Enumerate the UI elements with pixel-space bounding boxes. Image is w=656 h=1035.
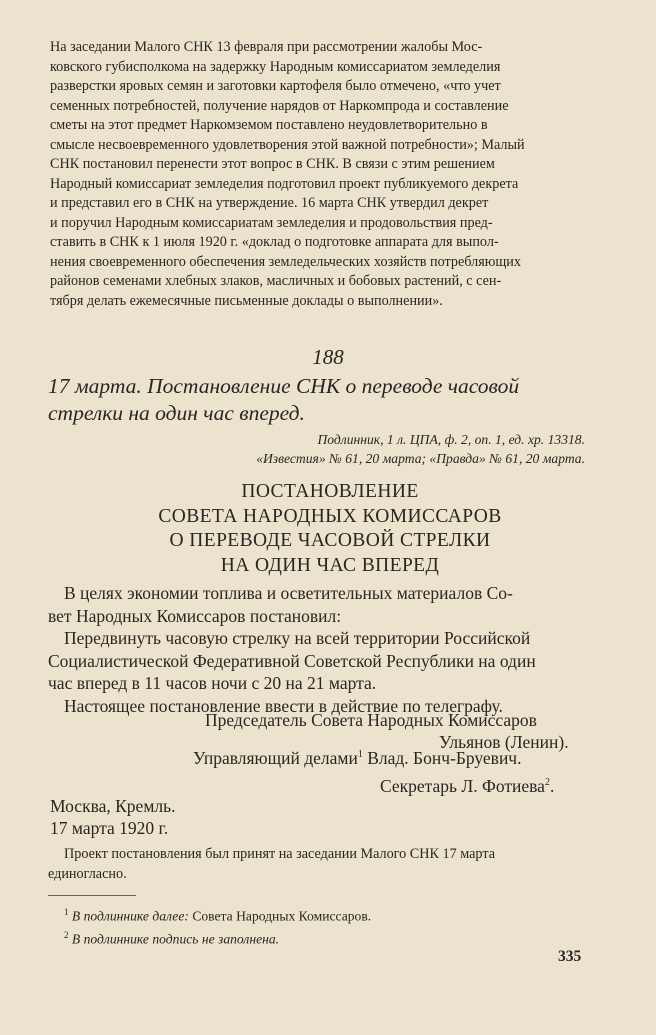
- note-line: Проект постановления был принят на заседании Малого СНК 17 марта: [64, 846, 496, 862]
- decree-heading: [80, 480, 580, 578]
- body-line: В целях экономии топлива и осветительных материалов Со-: [64, 583, 513, 603]
- text-line: семенных потребностей, получение нарядов от Наркомпрода и составление: [50, 97, 509, 114]
- editorial-note: [48, 845, 584, 884]
- secretary-signature: [380, 776, 554, 797]
- footnote-italic: В подлиннике далее:: [71, 908, 189, 924]
- document-date: 17 марта 1920 г.: [50, 818, 169, 838]
- source-line: Подлинник, 1 л. ЦПА, ф. 2, оп. 1, ед. хр. 13318.: [317, 432, 585, 447]
- heading-line: О ПЕРЕВОДЕ ЧАСОВОЙ СТРЕЛКИ: [169, 530, 491, 551]
- chairman-name: Ульянов (Ленин).: [439, 732, 569, 752]
- source-line: «Известия» № 61, 20 марта; «Правда» № 61, 20 марта.: [256, 450, 585, 466]
- page-number: 335: [558, 948, 582, 965]
- footnote-mark: 2: [64, 929, 69, 940]
- note-line: единогласно.: [48, 865, 127, 882]
- text-line: и поручил Народным комиссариатам земледелия и продовольствия пред-: [50, 214, 493, 231]
- body-line: Настоящее постановление ввести в действие по телеграфу.: [64, 695, 503, 716]
- decree-body: [48, 582, 588, 717]
- text-line: и представил его в СНК на утверждение. 16 марта СНК утвердил декрет: [50, 195, 489, 211]
- title-line: 17 марта. Постановление СНК о переводе часовой: [48, 374, 520, 398]
- heading-line: ПОСТАНОВЛЕНИЕ: [241, 481, 419, 502]
- document-title: [48, 373, 588, 427]
- body-line: вет Народных Комиссаров постановил:: [48, 605, 342, 626]
- manager-name: Влад. Бонч-Бруевич.: [367, 748, 522, 768]
- manager-signature: [193, 748, 521, 769]
- heading-line: СОВЕТА НАРОДНЫХ КОМИССАРОВ: [158, 505, 502, 527]
- document-number: 188: [312, 345, 344, 369]
- text-line: смысле несвоевременного удовлетворения этой важной потребности»; Малый: [50, 136, 525, 153]
- body-line: Передвинуть часовую стрелку на всей территории Российской: [64, 628, 531, 648]
- footnotes: [48, 903, 584, 948]
- text-line: СНК постановил перенести этот вопрос в СНК. В связи с этим решением: [50, 156, 495, 172]
- title-line: стрелки на один час вперед.: [48, 401, 305, 425]
- text-line: тября делать ежемесячные письменные доклады о выполнении».: [50, 292, 443, 309]
- footnote-divider: [48, 895, 136, 896]
- footnote-mark: 2: [544, 777, 550, 789]
- manager-title: Управляющий делами: [193, 748, 358, 768]
- footnote-mark: 1: [357, 749, 363, 761]
- footnote-1: [48, 903, 584, 926]
- body-line: час вперед в 11 часов ночи с 20 на 21 марта.: [48, 673, 377, 693]
- footnote-2: [48, 926, 584, 949]
- text-line: сметы на этот предмет Наркомземом поставлено неудовлетворительно в: [50, 117, 488, 133]
- text-line: Народный комиссариат земледелия подготовил проект публикуемого декрета: [50, 175, 519, 192]
- heading-line: НА ОДИН ЧАС ВПЕРЕД: [220, 554, 440, 576]
- text-line: нения своевременного обеспечения земледельческих хозяйств потребляющих: [50, 253, 521, 270]
- chairman-title: Председатель Совета Народных Комиссаров: [205, 710, 537, 730]
- text-line: разверстки яровых семян и заготовки картофеля было отмечено, «что учет: [50, 78, 501, 94]
- intro-paragraph: [50, 38, 582, 311]
- footnote-text: Совета Народных Комиссаров.: [192, 908, 372, 924]
- footnote-mark: 1: [64, 907, 69, 917]
- text-line: ставить в СНК к 1 июля 1920 г. «доклад о подготовке аппарата для выпол-: [50, 234, 499, 250]
- footnote-italic: В подлиннике подпись не заполнена.: [71, 931, 280, 947]
- secretary-end: .: [549, 776, 555, 796]
- text-line: На заседании Малого СНК 13 февраля при рассмотрении жалобы Мос-: [50, 39, 483, 55]
- text-line: ковского губисполкома на задержку Народным комиссариатом земледелия: [50, 58, 501, 75]
- document-place: Москва, Кремль.: [50, 796, 176, 816]
- text-line: районов семенами хлебных злаков, масличных и бобовых растений, с сен-: [50, 273, 502, 289]
- secretary-name: Секретарь Л. Фотиева: [380, 776, 545, 796]
- source-reference: [145, 431, 585, 468]
- body-line: Социалистической Федеративной Советской Республики на один: [48, 650, 536, 671]
